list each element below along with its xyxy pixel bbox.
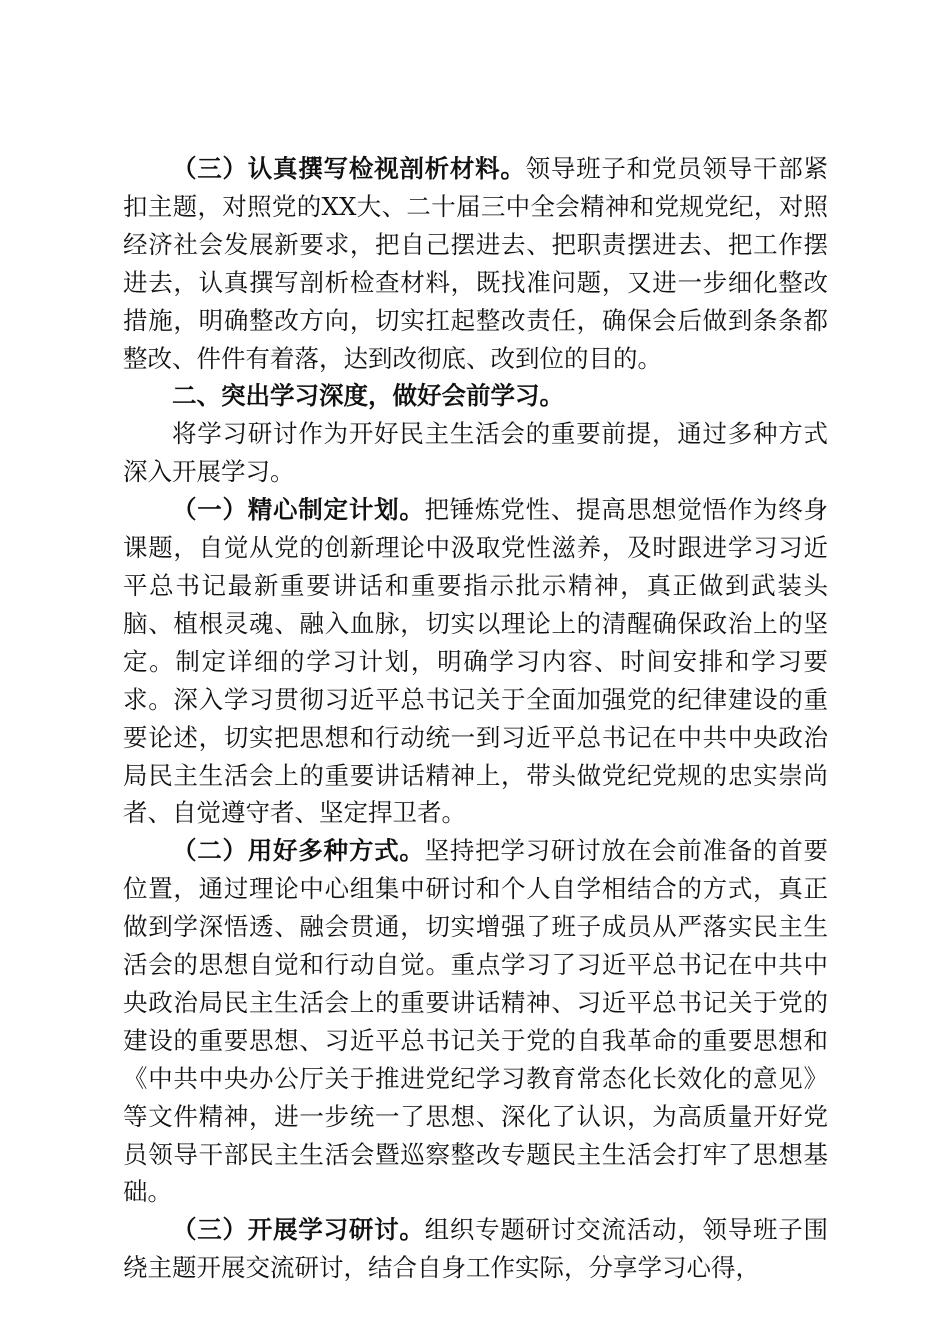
- paragraph-intro: [123, 415, 828, 491]
- section-heading: 二、突出学习深度，做好会前学习。: [172, 381, 564, 411]
- paragraph-body: 组织专题研讨交流活动，领导班子围绕主题开展交流研讨，结合自身工作实际，分享学习心得，: [123, 1215, 829, 1283]
- paragraph-body: 将学习研讨作为开好民主生活会的重要前提，通过多种方式深入开展学习。: [123, 419, 828, 487]
- paragraph-lead: （三）开展学习研讨。: [172, 1215, 425, 1245]
- paragraph-lead: （三）认真撰写检视剖析材料。: [172, 154, 526, 183]
- paragraph-lead: （二）用好多种方式。: [172, 836, 425, 866]
- paragraph-body: 把锤炼党性、提高思想觉悟作为终身课题，自觉从党的创新理论中汲取党性滋养，及时跟进学习习近平总书记最新重要讲话和重要指示批示精神，真正做到武装头脑、植根灵魂、融入血脉，切实以理论上的清醒确保政治上的坚定。制定详细的学习计划，明确学习内容、时间安排和学习要求。深入学习贯彻习近平总书记关于全面加强党的纪律建设的重要论述，切实把思想和行动统一到习近平总书记在中共中央政治局民主生活会上的重要讲话精神上，带头做党纪党规的忠实崇尚者、自觉遵守者、坚定捍卫者。: [123, 495, 829, 828]
- paragraph-body: 领导班子和党员领导干部紧扣主题，对照党的XX大、二十届三中全会精神和党规党纪，对照经济社会发展新要求，把自己摆进去、把职责摆进去、把工作摆进去，认真撰写剖析检查材料，既找准问题，又进一步细化整改措施，明确整改方向，切实扛起整改责任，确保会后做到条条都整改、件件有着落，达到改彻底、改到位的目的。: [123, 154, 828, 373]
- paragraph-methods: [123, 832, 828, 1211]
- paragraph-review-materials: [123, 150, 828, 377]
- paragraph-study-discussion: [123, 1211, 828, 1287]
- paragraph-body: 坚持把学习研讨放在会前准备的首要位置，通过理论中心组集中研讨和个人自学相结合的方式，真正做到学深悟透、融会贯通，切实增强了班子成员从严落实民主生活会的思想自觉和行动自觉。重点学习了习近平总书记在中共中央政治局民主生活会上的重要讲话精神、习近平总书记关于党的建设的重要思想、习近平总书记关于党的自我革命的重要思想和《中共中央办公厅关于推进党纪学习教育常态化长效化的意见》等文件精神，进一步统一了思想、深化了认识，为高质量开好党员领导干部民主生活会暨巡察整改专题民主生活会打牢了思想基础。: [123, 836, 829, 1207]
- document-page: [123, 150, 828, 1287]
- paragraph-plan: [123, 491, 828, 832]
- paragraph-lead: （一）精心制定计划。: [172, 495, 425, 525]
